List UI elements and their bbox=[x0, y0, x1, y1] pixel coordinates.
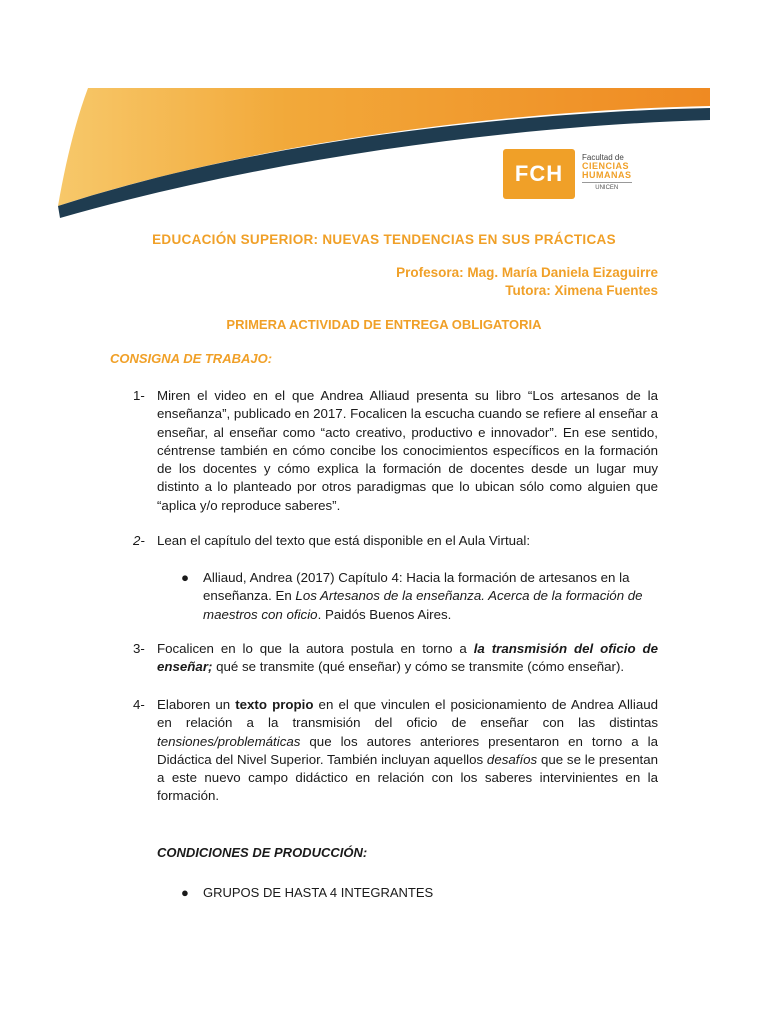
bullet-dot-icon: ● bbox=[181, 570, 190, 585]
professor-name: Profesora: Mag. María Daniela Eizaguirre bbox=[396, 265, 658, 280]
instruction-item-4 bbox=[133, 696, 658, 806]
logo-line2: CIENCIAS bbox=[582, 161, 630, 171]
instructions-heading: CONSIGNA DE TRABAJO: bbox=[110, 351, 273, 366]
item-number: 2- bbox=[133, 533, 145, 548]
bullet-dot-icon: ● bbox=[181, 885, 189, 900]
logo-line4: UNICEN bbox=[582, 182, 632, 193]
conditions-heading: CONDICIONES DE PRODUCCIÓN: bbox=[157, 845, 368, 860]
condition-item bbox=[181, 885, 433, 900]
faculty-logo bbox=[503, 149, 663, 199]
staff-block bbox=[396, 264, 658, 300]
logo-abbr: FCH bbox=[503, 149, 575, 199]
item-text: Elaboren un texto propio en el que vinculen el posicionamiento de Andrea Alliaud en relación a la transmisión del oficio de enseñar con las distintas tensiones/problemáticas que los autores anteriores presentaron en torno a la Didáctica del Nivel Superior. También incluyan aquellos desafíos que se le presentan a este nuevo campo didáctico en relación con los saberes intervinientes en la formación. bbox=[157, 697, 659, 804]
reference-text: Alliaud, Andrea (2017) Capítulo 4: Hacia la formación de artesanos en la enseñanza. En Los Artesanos de la enseñanza. Acerca de la formación de maestros con oficio. Paidós Buenos Aires. bbox=[203, 570, 643, 622]
instruction-item-1 bbox=[133, 387, 658, 515]
instruction-item-2 bbox=[133, 532, 658, 550]
item-number: 4- bbox=[133, 697, 145, 712]
reference-bullet bbox=[181, 569, 658, 624]
tutor-name: Tutora: Ximena Fuentes bbox=[505, 283, 658, 298]
item-number: 3- bbox=[133, 641, 145, 656]
item-text: Focalicen en lo que la autora postula en torno a la transmisión del oficio de enseñar; qué se transmite (qué enseñar) y cómo se transmite (cómo enseñar). bbox=[157, 641, 658, 675]
logo-line1: Facultad de bbox=[582, 153, 624, 162]
logo-text bbox=[582, 153, 632, 193]
condition-text: GRUPOS DE HASTA 4 INTEGRANTES bbox=[203, 885, 434, 900]
item-text: Miren el video en el que Andrea Alliaud presenta su libro “Los artesanos de la enseñanza”, publicado en 2017. Focalicen la escucha cuando se refiere al enseñar a enseñar, al enseñar como “acto creativo, productivo e innovador”. En ese sentido, céntrense también en cómo concibe los conocimientos específicos en la formación de los docentes y cómo explica la formación de docentes desde un lugar muy distinto a lo planteado por otros paradigmas que lo ubican sólo como alguien que “aplica y/o reproduce saberes”. bbox=[157, 388, 658, 513]
item-number: 1- bbox=[133, 388, 145, 403]
document-title: EDUCACIÓN SUPERIOR: NUEVAS TENDENCIAS EN SUS PRÁCTICAS bbox=[152, 232, 616, 247]
instruction-item-3 bbox=[133, 640, 658, 677]
activity-heading: PRIMERA ACTIVIDAD DE ENTREGA OBLIGATORIA bbox=[226, 317, 542, 332]
item-text: Lean el capítulo del texto que está disponible en el Aula Virtual: bbox=[157, 533, 531, 548]
logo-line3: HUMANAS bbox=[582, 170, 632, 180]
